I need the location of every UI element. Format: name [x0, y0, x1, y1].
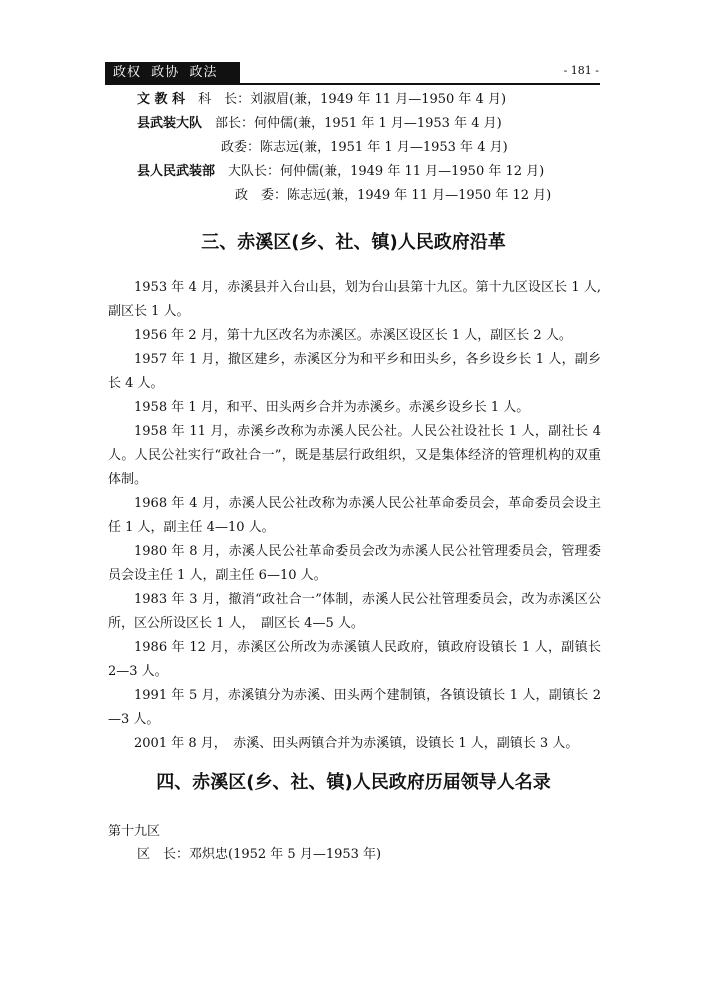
body-paragraph: 1968 年 4 月，赤溪人民公社改称为赤溪人民公社革命委员会，革命委员会设主任 1 人，副主任 4—10 人。	[108, 496, 601, 535]
staff-line	[137, 114, 502, 134]
header-section-label: 政权 政协 政法	[113, 65, 218, 80]
staff-line	[137, 90, 506, 110]
staff-detail: ：陈志远(兼，1951 年 1 月—1953 年 4 月)	[247, 140, 508, 155]
section-title: 三、赤溪区(乡、社、镇)人民政府沿革	[201, 232, 506, 253]
body-paragraph: 1991 年 5 月，赤溪镇分为赤溪、田头两个建制镇，各镇设镇长 1 人，副镇长 2—3 人。	[108, 688, 601, 727]
staff-line	[137, 162, 544, 182]
staff-dept: 文 教 科	[137, 92, 186, 107]
staff-role: 大队长	[228, 164, 268, 179]
staff-detail: ：刘淑眉(兼，1949 年 11 月—1950 年 4 月)	[237, 92, 507, 107]
section-title: 四、赤溪区(乡、社、镇)人民政府历届领导人名录	[156, 772, 551, 793]
staff-detail: ：何仲儒(兼，1949 年 11 月—1950 年 12 月)	[267, 164, 545, 179]
body-paragraph: 2001 年 8 月， 赤溪、田头两镇合并为赤溪镇，设镇长 1 人，副镇长 3 人。	[134, 736, 579, 751]
body-paragraph: 1958 年 1 月，和平、田头两乡合并为赤溪乡。赤溪乡设乡长 1 人。	[134, 400, 530, 415]
body-paragraph: 1953 年 4 月，赤溪县并入台山县，划为台山县第十九区。第十九区设区长 1 人,副区长 1 人。	[108, 280, 601, 319]
body-paragraph: 1980 年 8 月，赤溪人民公社革命委员会改为赤溪人民公社管理委员会，管理委员会设主任 1 人，副主任 6—10 人。	[108, 544, 601, 583]
staff-line	[221, 138, 508, 158]
staff-role: 科 长	[198, 92, 238, 107]
header-rule	[105, 83, 600, 85]
staff-detail: ：陈志远(兼，1949 年 11 月—1950 年 12 月)	[274, 188, 552, 203]
staff-dept: 县人民武装部	[137, 164, 216, 179]
body-paragraph: 1958 年 11 月，赤溪乡改称为赤溪人民公社。人民公社设社长 1 人，副社长 4 人。人民公社实行“政社合一”，既是基层行政组织，又是集体经济的管理机构的双重体制。	[108, 424, 601, 487]
page-number: - 181 -	[563, 64, 599, 77]
staff-line	[235, 186, 551, 206]
staff-role: 部长	[215, 116, 242, 131]
staff-detail: ：何仲儒(兼，1951 年 1 月—1953 年 4 月)	[241, 116, 502, 131]
body-paragraph: 1957 年 1 月，撤区建乡，赤溪区分为和平乡和田头乡，各乡设乡长 1 人，副乡长 4 人。	[108, 352, 601, 391]
body-paragraph: 1983 年 3 月，撤消“政社合一”体制，赤溪人民公社管理委员会，改为赤溪区公所，区公所设区长 1 人， 副区长 4—5 人。	[108, 592, 601, 631]
leader-line: 区 长：邓炽忠(1952 年 5 月—1953 年)	[137, 847, 382, 862]
body-paragraph: 1986 年 12 月，赤溪区公所改为赤溪镇人民政府，镇政府设镇长 1 人，副镇长 2—3 人。	[108, 640, 601, 679]
body-paragraph: 1956 年 2 月，第十九区改名为赤溪区。赤溪区设区长 1 人，副区长 2 人。	[134, 328, 572, 343]
subheading: 第十九区	[108, 824, 161, 839]
staff-role: 政 委	[235, 188, 275, 203]
staff-dept: 县武装大队	[137, 116, 203, 131]
staff-role: 政委	[221, 140, 248, 155]
